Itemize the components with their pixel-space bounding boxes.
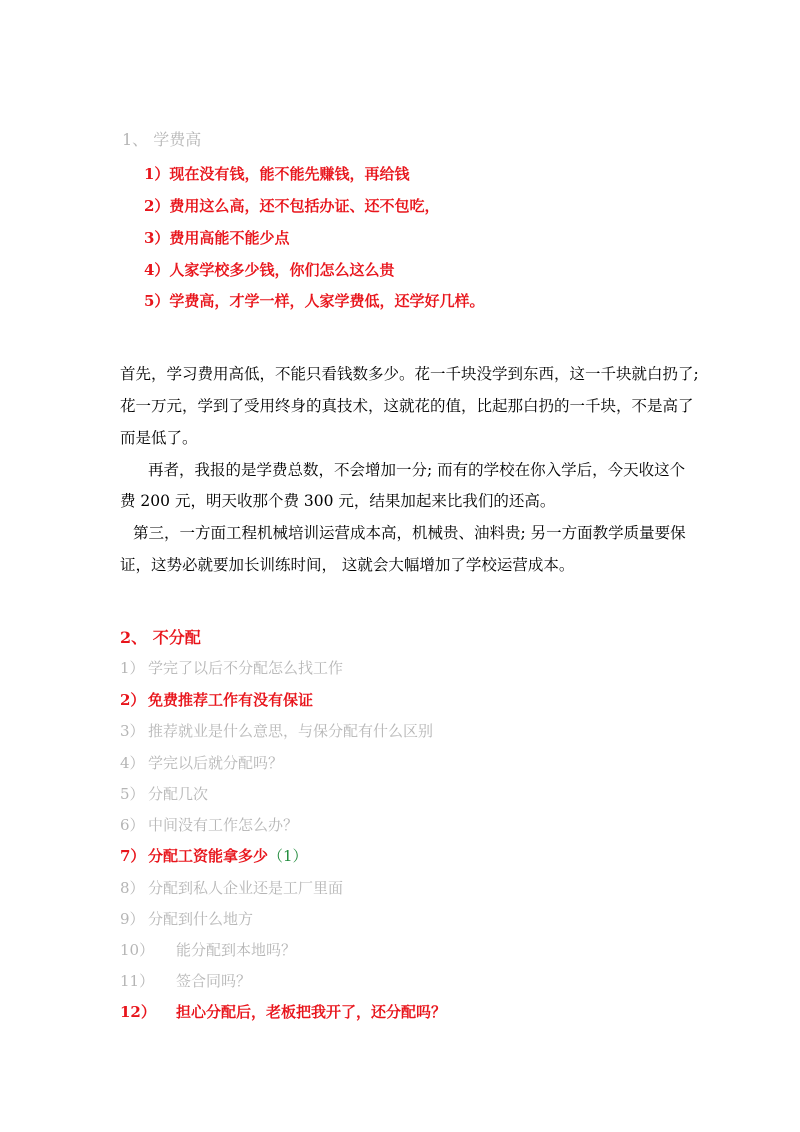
paragraph-2-line-2: 费 200 元，明天收那个费 300 元，结果加起来比我们的还高。 xyxy=(120,492,556,510)
item-text: 推荐就业是什么意思，与保分配有什么区别 xyxy=(148,722,434,740)
item-text: 分配几次 xyxy=(148,785,209,803)
section-1-item-3: 3）费用高能不能少点 xyxy=(144,229,290,247)
item-number: 11） xyxy=(120,972,155,990)
item-text: 担心分配后，老板把我开了，还分配吗？ xyxy=(176,1003,447,1021)
section-2-item-2 xyxy=(120,693,313,708)
item-number: 12） xyxy=(120,1003,156,1021)
item-number: 3） xyxy=(120,722,145,740)
paragraph-1-line-2: 花一万元，学到了受用终身的真技术，这就花的值，比起那白扔的一千块，不是高了 xyxy=(120,397,694,415)
item-number: 5） xyxy=(120,785,145,803)
section-2-item-4 xyxy=(120,756,283,771)
item-number: 6） xyxy=(120,816,145,834)
section-2-item-5 xyxy=(120,787,208,802)
section-2-item-9 xyxy=(120,912,253,927)
section-2-item-10 xyxy=(120,943,296,958)
section-1-title: 1、 学费高 xyxy=(122,130,202,149)
section-1-item-2: 2）费用这么高，还不包括办证、还不包吃， xyxy=(144,197,440,215)
item-text: 分配工资能拿多少 xyxy=(148,847,269,865)
item-number: 10） xyxy=(120,941,155,959)
paragraph-3-line-1: 第三，一方面工程机械培训运营成本高，机械贵、油料贵; 另一方面教学质量要保 xyxy=(133,524,686,542)
item-text: 学完了以后不分配怎么找工作 xyxy=(148,659,344,677)
section-1-item-5: 5）学费高，才学一样，人家学费低，还学好几样。 xyxy=(144,292,485,310)
section-2-item-1 xyxy=(120,661,343,676)
item-note: （1） xyxy=(268,847,308,865)
item-number: 1） xyxy=(120,659,145,677)
section-2-item-8 xyxy=(120,881,343,896)
item-number: 9） xyxy=(120,910,145,928)
item-number: 8） xyxy=(120,879,145,897)
section-2-item-3 xyxy=(120,724,433,739)
item-text: 签合同吗？ xyxy=(176,972,252,990)
paragraph-2-line-1: 再者，我报的是学费总数，不会增加一分; 而有的学校在你入学后，今天收这个 xyxy=(148,461,686,479)
paragraph-1-line-1: 首先，学习费用高低，不能只看钱数多少。花一千块没学到东西，这一千块就白扔了; xyxy=(120,365,699,383)
item-number: 4） xyxy=(120,754,145,772)
section-2-item-7 xyxy=(120,849,308,864)
item-text: 能分配到本地吗？ xyxy=(176,941,297,959)
item-text: 学完以后就分配吗？ xyxy=(148,754,284,772)
section-1-item-4: 4）人家学校多少钱，你们怎么这么贵 xyxy=(144,261,395,279)
item-text: 免费推荐工作有没有保证 xyxy=(148,691,314,709)
section-1-item-1: 1）现在没有钱，能不能先赚钱，再给钱 xyxy=(144,165,410,183)
section-2-title: 2、 不分配 xyxy=(120,628,201,647)
item-number: 2） xyxy=(120,691,146,709)
section-2-item-12 xyxy=(120,1005,446,1020)
item-text: 分配到什么地方 xyxy=(148,910,254,928)
paragraph-1-line-3: 而是低了。 xyxy=(120,429,198,447)
section-2-item-11 xyxy=(120,974,251,989)
paragraph-3-line-2: 证，这势必就要加长训练时间， 这就会大幅增加了学校运营成本。 xyxy=(120,556,575,574)
item-text: 分配到私人企业还是工厂里面 xyxy=(148,879,344,897)
item-number: 7） xyxy=(120,847,146,865)
item-text: 中间没有工作怎么办？ xyxy=(148,816,299,834)
section-2-item-6 xyxy=(120,818,298,833)
